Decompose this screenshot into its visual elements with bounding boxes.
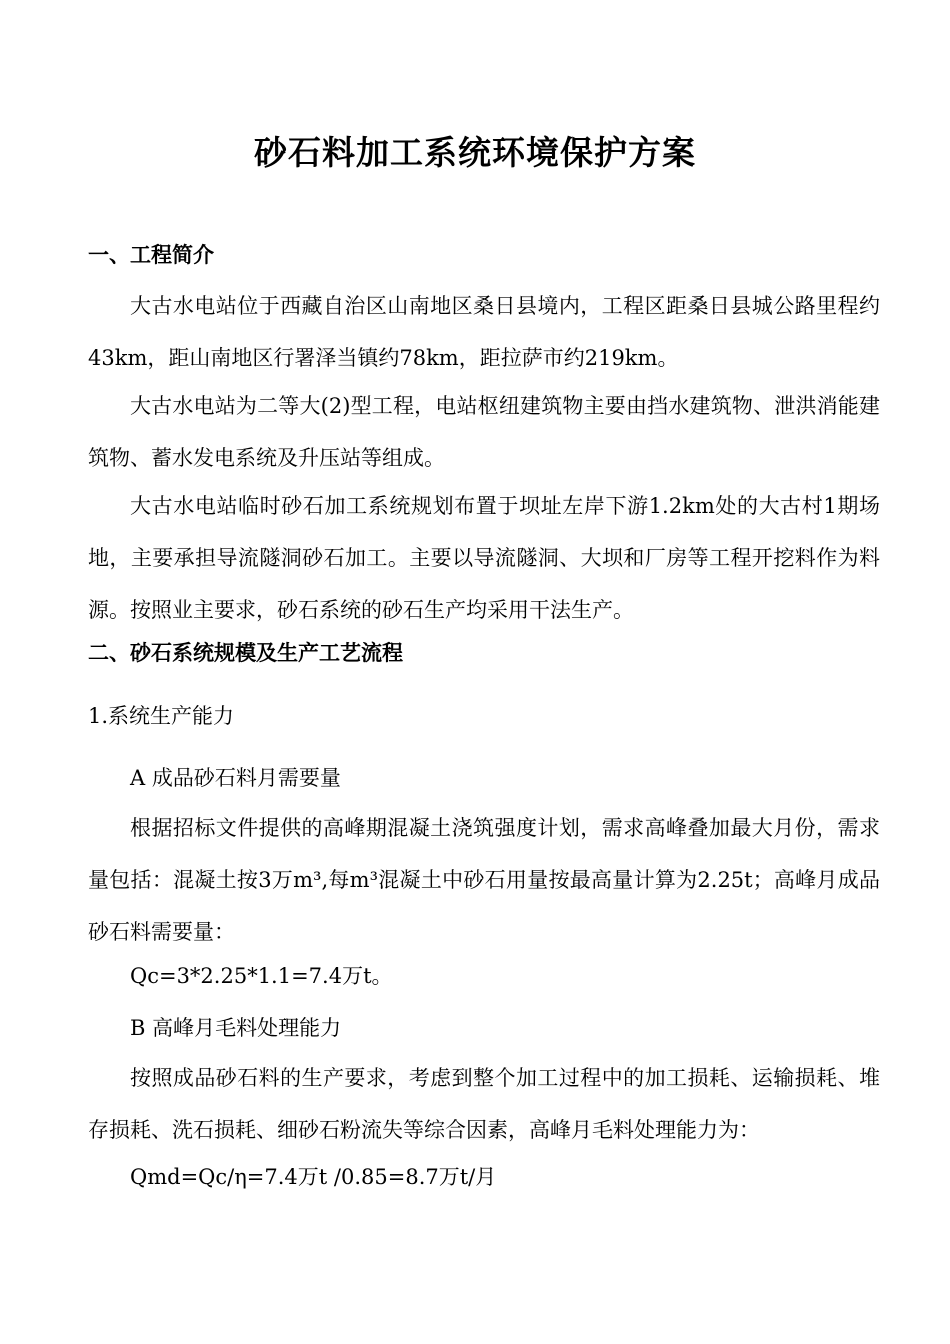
document-title: 砂石料加工系统环境保护方案	[254, 133, 696, 172]
section-heading-overview: 一、工程简介	[88, 242, 214, 267]
formula-qc: Qc=3*2.25*1.1=7.4万t。	[130, 964, 393, 988]
item-a-heading: A 成品砂石料月需要量	[130, 766, 341, 790]
subheading-production-capacity: 1.系统生产能力	[88, 704, 235, 728]
item-b-heading: B 高峰月毛料处理能力	[130, 1016, 342, 1040]
section-heading-scale-process: 二、砂石系统规模及生产工艺流程	[88, 640, 403, 665]
formula-qmd: Qmd=Qc/η=7.4万t /0.85=8.7万t/月	[130, 1165, 497, 1189]
paragraph-monthly-demand: 根据招标文件提供的高峰期混凝土浇筑强度计划，需求高峰叠加最大月份，需求量包括：混凝土按3万m³,每m³混凝土中砂石用量按最高量计算为2.25t；高峰月成品砂石料需要量：	[88, 816, 880, 944]
paragraph-location: 大古水电站位于西藏自治区山南地区桑日县境内，工程区距桑日县城公路里程约43km，距山南地区行署泽当镇约78km，距拉萨市约219km。	[88, 294, 880, 370]
paragraph-raw-material-capacity: 按照成品砂石料的生产要求，考虑到整个加工过程中的加工损耗、运输损耗、堆存损耗、洗石损耗、细砂石粉流失等综合因素，高峰月毛料处理能力为：	[88, 1066, 880, 1142]
paragraph-project-grade: 大古水电站为二等大(2)型工程，电站枢纽建筑物主要由挡水建筑物、泄洪消能建筑物、蓄水发电系统及升压站等组成。	[88, 394, 880, 470]
paragraph-aggregate-system: 大古水电站临时砂石加工系统规划布置于坝址左岸下游1.2km处的大古村1期场地，主要承担导流隧洞砂石加工。主要以导流隧洞、大坝和厂房等工程开挖料作为料源。按照业主要求，砂石系统的砂石生产均采用干法生产。	[88, 494, 880, 622]
